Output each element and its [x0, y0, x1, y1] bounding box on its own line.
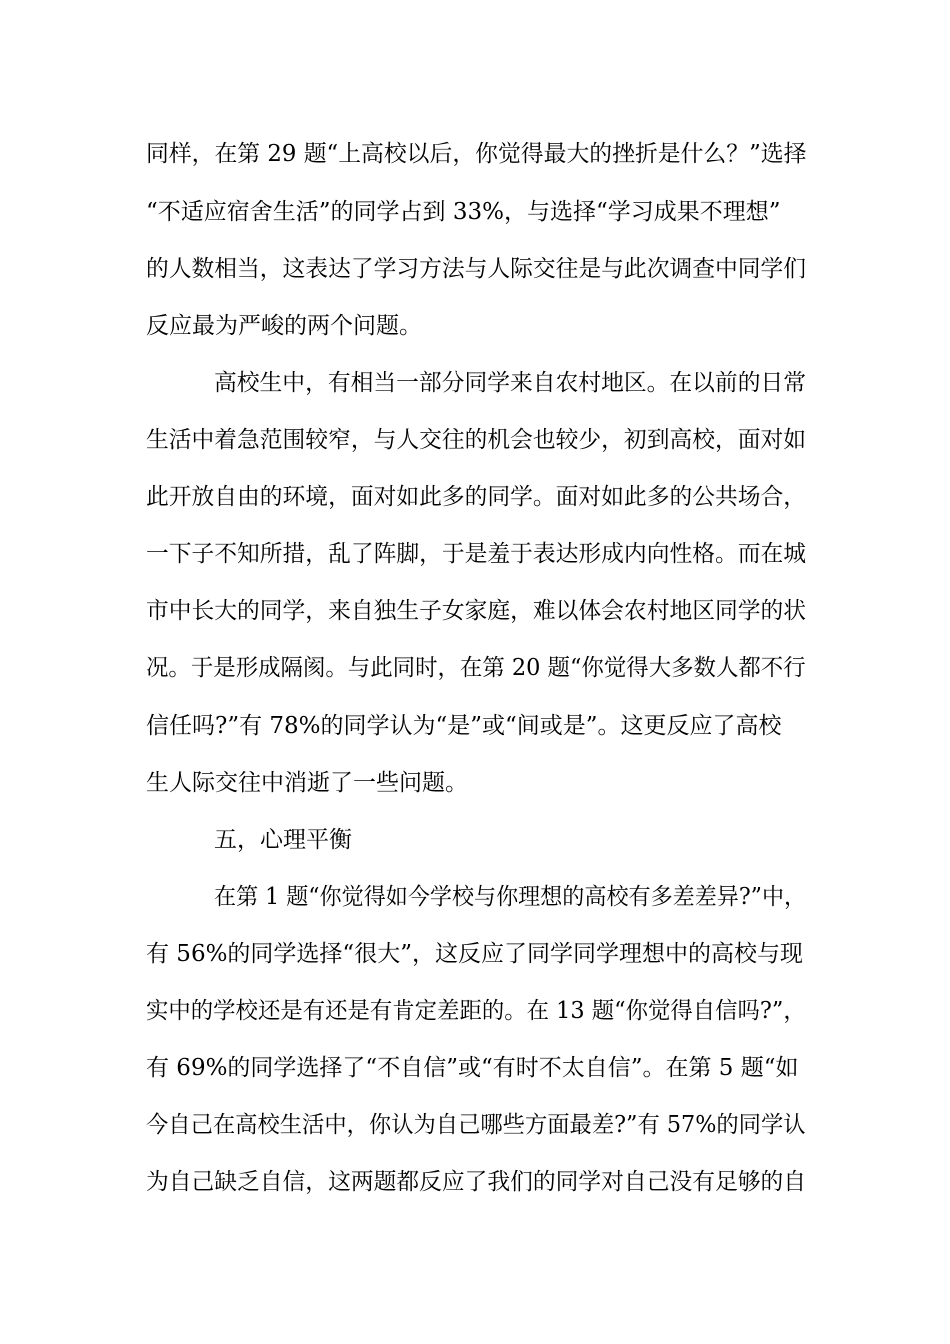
- text-line: 况。于是形成隔阂。与此同时，在第 20 题“你觉得大多数人都不行: [146, 655, 806, 681]
- text-line: 有 69%的同学选择了“不自信”或“有时不太自信”。在第 5 题“如: [146, 1055, 799, 1081]
- text-line: 一下子不知所措，乱了阵脚，于是羞于表达形成内向性格。而在城: [146, 541, 806, 567]
- text-line: 反应最为严峻的两个问题。: [146, 313, 422, 339]
- text-line: “不适应宿舍生活”的同学占到 33%，与选择“学习成果不理想”: [146, 199, 781, 225]
- text-line: 市中长大的同学，来自独生子女家庭，难以体会农村地区同学的状: [146, 598, 806, 624]
- paragraph-first-line: 在第 1 题“你觉得如今学校与你理想的高校有多差差异?”中，: [214, 884, 807, 910]
- text-line: 此开放自由的环境，面对如此多的同学。面对如此多的公共场合，: [146, 484, 806, 510]
- text-line: 生人际交往中消逝了一些问题。: [146, 770, 468, 796]
- section-heading: 五，心理平衡: [214, 827, 352, 853]
- text-line: 实中的学校还是有还是有肯定差距的。在 13 题“你觉得自信吗?”，: [146, 998, 806, 1024]
- text-line: 生活中着急范围较窄，与人交往的机会也较少，初到高校，面对如: [146, 427, 806, 453]
- text-line: 为自己缺乏自信，这两题都反应了我们的同学对自己没有足够的自: [146, 1169, 806, 1195]
- text-line: 有 56%的同学选择“很大”，这反应了同学同学理想中的高校与现: [146, 941, 803, 967]
- paragraph-first-line: 高校生中，有相当一部分同学来自农村地区。在以前的日常: [214, 370, 806, 396]
- text-line: 同样，在第 29 题“上高校以后，你觉得最大的挫折是什么？”选择: [146, 141, 807, 167]
- text-line: 今自己在高校生活中，你认为自己哪些方面最差?”有 57%的同学认: [146, 1112, 806, 1138]
- text-line: 信任吗?”有 78%的同学认为“是”或“间或是”。这更反应了高校: [146, 713, 782, 739]
- text-line: 的人数相当，这表达了学习方法与人际交往是与此次调查中同学们: [146, 256, 806, 282]
